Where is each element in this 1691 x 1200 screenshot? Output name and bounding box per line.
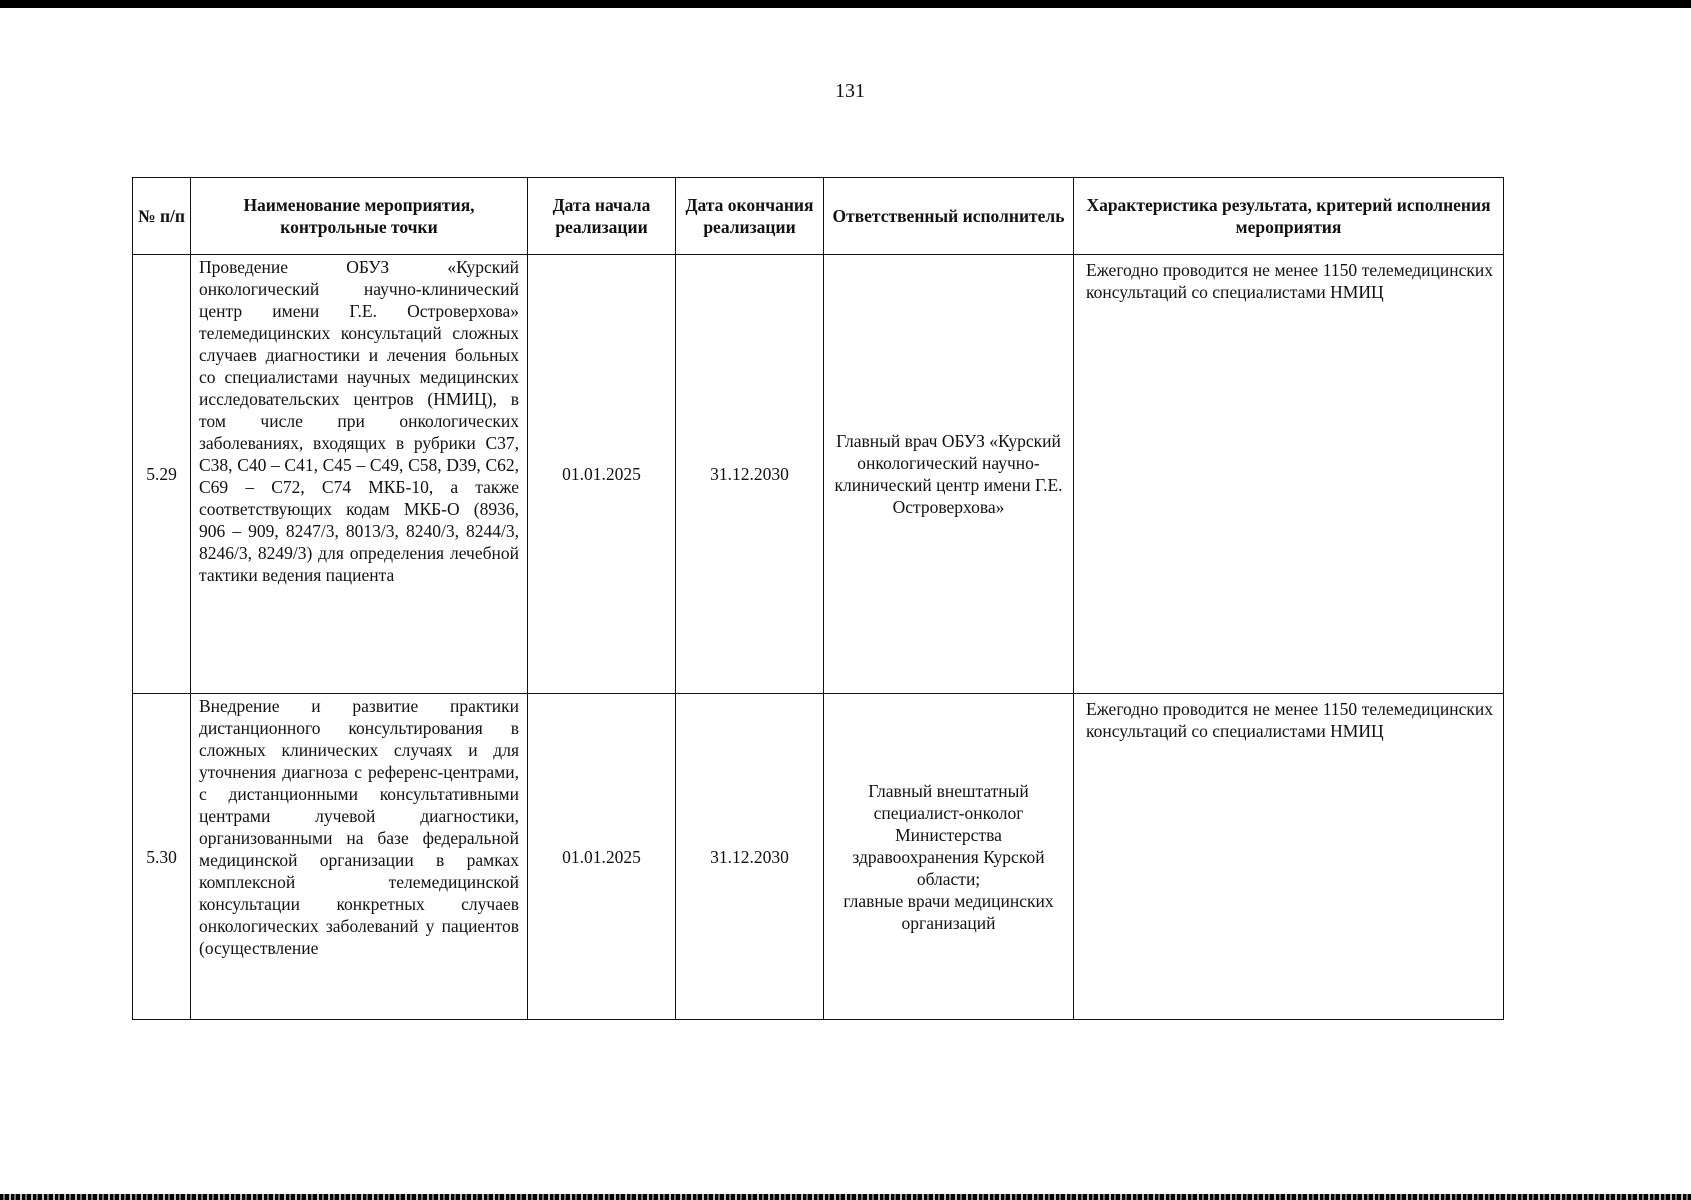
measures-table — [132, 177, 1504, 1020]
row-characteristic: Ежегодно проводится не менее 1150 телемедицинских консультаций со специалистами НМИЦ — [1074, 694, 1504, 1020]
scan-top-border — [0, 0, 1691, 8]
row-end-date: 31.12.2030 — [676, 694, 824, 1020]
row-responsible: Главный врач ОБУЗ «Курский онкологический научно-клинический центр имени Г.Е. Островерхова» — [824, 255, 1074, 694]
table-row — [133, 694, 1504, 1020]
page-number: 131 — [835, 80, 865, 102]
row-characteristic: Ежегодно проводится не менее 1150 телемедицинских консультаций со специалистами НМИЦ — [1074, 255, 1504, 694]
header-name: Наименование мероприятия, контрольные точки — [191, 178, 528, 255]
row-start-date: 01.01.2025 — [528, 694, 676, 1020]
header-characteristic: Характеристика результата, критерий исполнения мероприятия — [1074, 178, 1504, 255]
row-start-date: 01.01.2025 — [528, 255, 676, 694]
scan-bottom-edge — [0, 1194, 1691, 1200]
table-header-row — [133, 178, 1504, 255]
header-num: № п/п — [133, 178, 191, 255]
row-measure-name: Проведение ОБУЗ «Курский онкологический научно-клинический центр имени Г.Е. Островерхова» телемедицинских консультаций сложных случаев диагностики и лечения больных со специалистами научных медицинских исследовательских центров (НМИЦ), в том числе при онкологических заболеваниях, входящих в рубрики С37, С38, С40 – С41, С45 – С49, С58, D39, С62, С69 – С72, С74 МКБ-10, а также соответствующих кодам МКБ-О (8936, 906 – 909, 8247/3, 8013/3, 8240/3, 8244/3, 8246/3, 8249/3) для определения лечебной тактики ведения пациента — [191, 255, 528, 694]
row-responsible: Главный внештатный специалист-онколог Министерства здравоохранения Курской области; главные врачи медицинских организаций — [824, 694, 1074, 1020]
header-responsible: Ответственный исполнитель — [824, 178, 1074, 255]
header-start-date: Дата начала реализации — [528, 178, 676, 255]
row-num: 5.30 — [133, 694, 191, 1020]
table-row — [133, 255, 1504, 694]
header-end-date: Дата окончания реализации — [676, 178, 824, 255]
row-measure-name: Внедрение и развитие практики дистанционного консультирования в сложных клинических случаях и для уточнения диагноза с референс-центрами, с дистанционными консультативными центрами лучевой диагностики, организованными на базе федеральной медицинской организации в рамках комплексной телемедицинской консультации конкретных случаев онкологических заболеваний у пациентов (осуществление — [191, 694, 528, 1020]
row-end-date: 31.12.2030 — [676, 255, 824, 694]
row-num: 5.29 — [133, 255, 191, 694]
